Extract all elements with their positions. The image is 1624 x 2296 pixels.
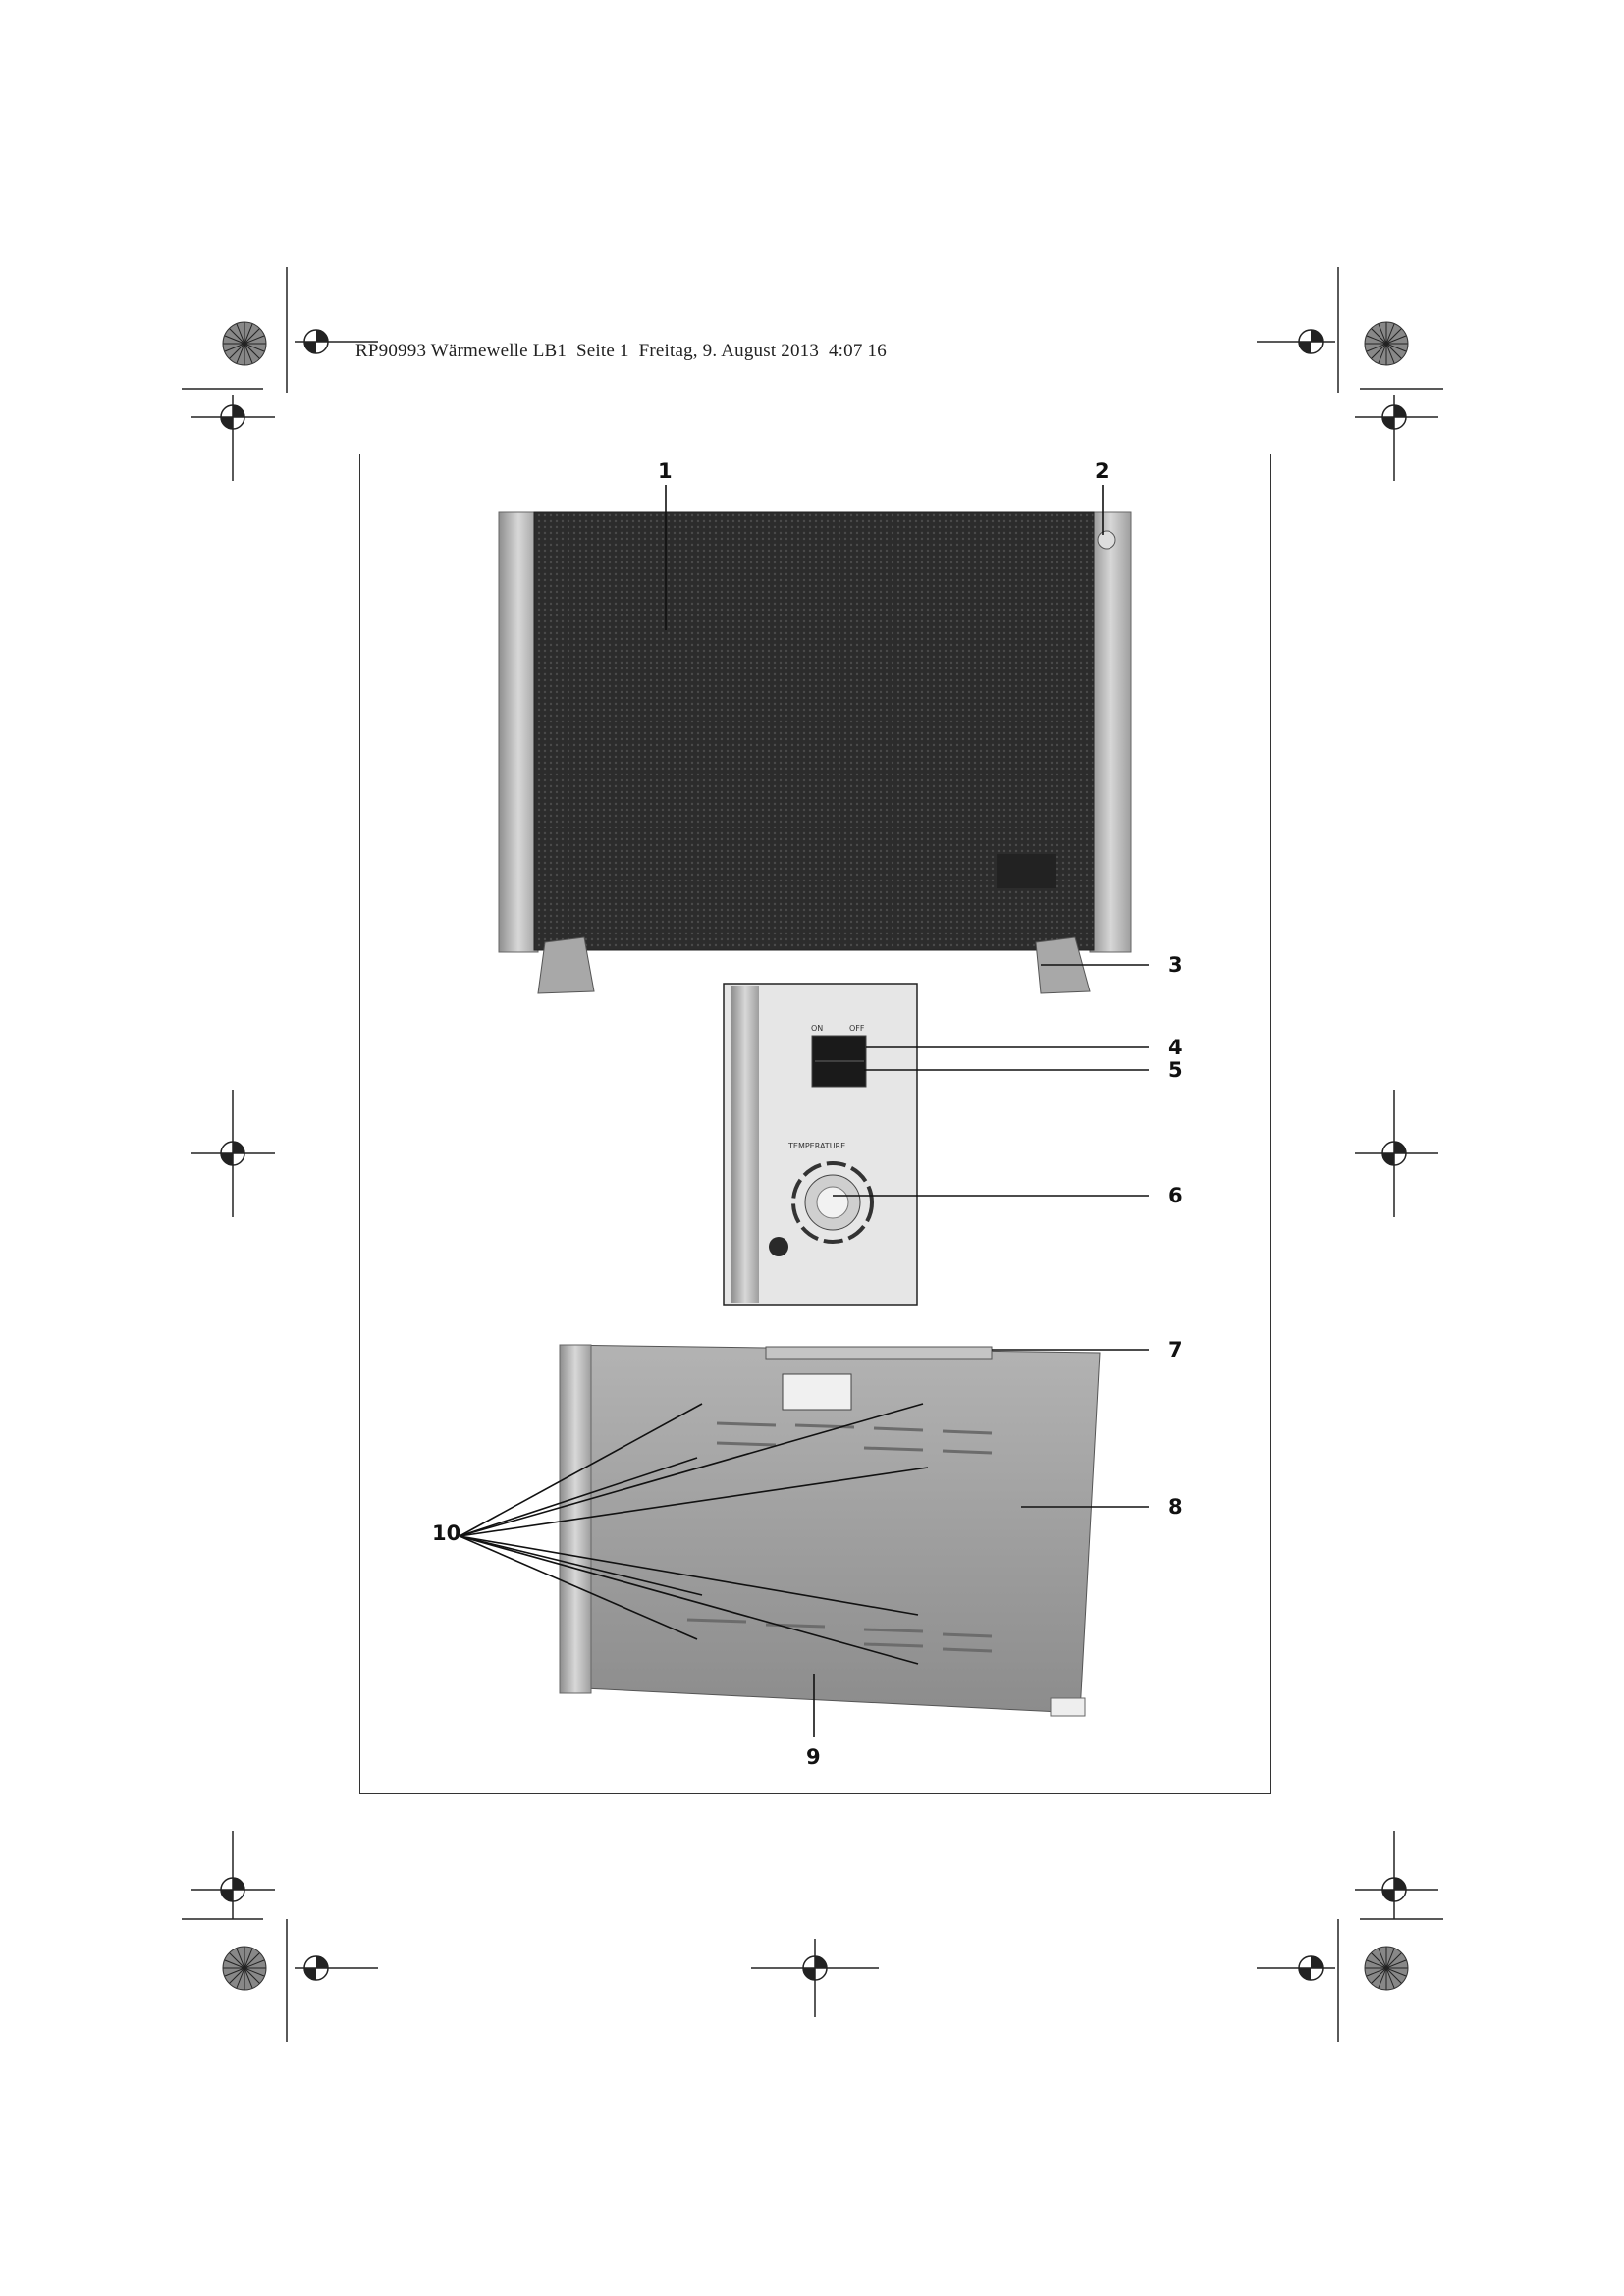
on-label: ON (811, 1024, 824, 1033)
off-label: OFF (849, 1024, 865, 1033)
callout-6: 6 (1168, 1184, 1183, 1207)
callout-8: 8 (1168, 1495, 1183, 1519)
temperature-label: TEMPERATURE (788, 1142, 846, 1150)
control-panel-closeup (724, 984, 917, 1305)
callout-1: 1 (658, 459, 673, 483)
heater-front-view (499, 512, 1131, 993)
callout-10: 10 (432, 1522, 461, 1545)
heater-back-view (560, 1345, 1100, 1716)
callout-4: 4 (1168, 1036, 1183, 1059)
callout-3: 3 (1168, 953, 1183, 977)
callout-5: 5 (1168, 1058, 1183, 1082)
callout-7: 7 (1168, 1338, 1183, 1362)
print-slug: RP90993 Wärmewelle LB1 Seite 1 Freitag, 9. August 2013 4:07 16 (355, 341, 887, 361)
callout-9: 9 (806, 1745, 821, 1769)
callout-2: 2 (1095, 459, 1110, 483)
